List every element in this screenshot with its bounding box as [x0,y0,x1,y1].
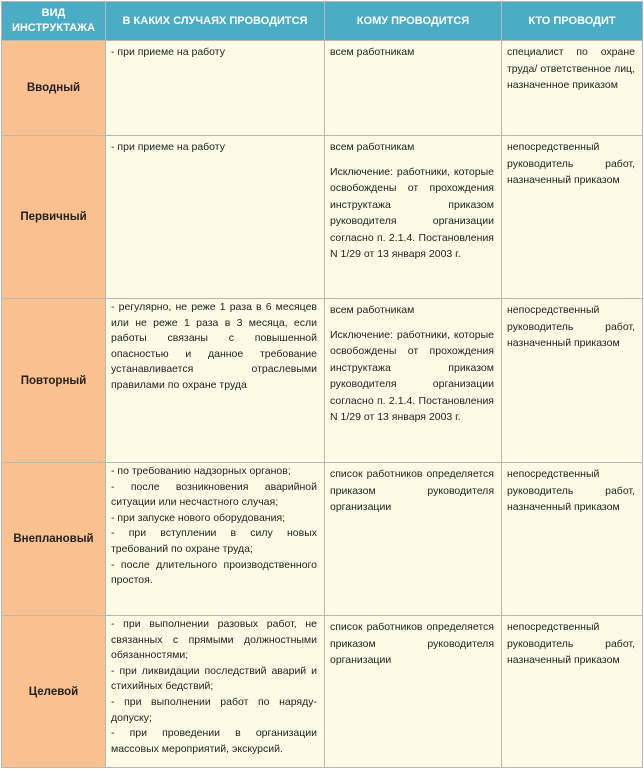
table-row [2,136,643,299]
case-item: - после возникновения аварийной ситуации или несчастного случая; [111,480,317,509]
whom-text: список работников определяется приказом руководителя организации [330,621,494,666]
who-cell [502,463,643,616]
table-row [2,41,643,136]
case-item: - при выполнении разовых работ, не связанных с прямыми должностными обязанностями; [111,618,317,662]
who-cell [502,136,643,299]
who-text: непосредственный руководитель работ, назначенный приказом [507,141,635,186]
case-item: - при вступлении в силу новых требований по охране труда; [111,527,317,555]
briefing-type: Внеплановый [2,463,106,616]
who-text: специалист по охране труда/ ответственное лиц, назначенное приказом [507,46,635,91]
cases-cell [106,136,325,299]
header-type: ВИД ИНСТРУКТАЖА [2,2,106,41]
header-who: КТО ПРОВОДИТ [502,2,643,41]
whom-text: всем работникам [330,304,415,316]
cases-cell [106,41,325,136]
who-cell [502,41,643,136]
whom-cell [325,299,502,463]
case-item: - регулярно, не реже 1 раза в 6 месяцев или не реже 1 раза в 3 месяца, если работы связаны с повышенной опасностью и данное требование устанавливается отраслевыми правилами по охране труда [111,301,317,391]
table-row [2,463,643,616]
header-cases: В КАКИХ СЛУЧАЯХ ПРОВОДИТСЯ [106,2,325,41]
briefing-type: Целевой [2,616,106,768]
cases-cell [106,463,325,616]
case-item: - при приеме на работу [111,46,225,58]
briefing-table [1,1,643,768]
whom-text: список работников определяется приказом руководителя организации [330,468,494,513]
exception-text: Исключение: работники, которые освобождены от прохождения инструктажа приказом руководителя организации согласно п. 2.1.4. Постановления N 1/29 от 13 января 2003 г. [330,165,494,260]
whom-text: всем работникам [330,46,415,58]
header-row [2,2,643,41]
case-item: - после длительного производственного простоя. [111,558,317,587]
who-text: непосредственный руководитель работ, назначенный приказом [507,304,635,349]
header-whom: КОМУ ПРОВОДИТСЯ [325,2,502,41]
briefing-type: Первичный [2,136,106,299]
briefing-type: Вводный [2,41,106,136]
case-item: - при приеме на работу [111,141,225,153]
whom-text: всем работникам [330,141,415,153]
who-text: непосредственный руководитель работ, назначенный приказом [507,468,635,513]
cases-cell [106,616,325,768]
cases-cell [106,299,325,463]
who-cell [502,299,643,463]
whom-cell [325,463,502,616]
table-row [2,616,643,768]
who-cell [502,616,643,768]
whom-cell [325,616,502,768]
exception-text: Исключение: работники, которые освобождены от прохождения инструктажа приказом руководителя организации согласно п. 2.1.4. Постановления N 1/29 от 13 января 2003 г. [330,328,494,423]
case-item: - по требованию надзорных органов; [111,465,291,477]
table-row [2,299,643,463]
case-item: - при ликвидации последствий аварий и стихийных бедствий; [111,664,317,693]
briefing-type: Повторный [2,299,106,463]
whom-cell [325,136,502,299]
whom-cell [325,41,502,136]
case-item: - при выполнении работ по наряду-допуску; [111,695,317,724]
case-item: - при проведении в организации массовых мероприятий, экскурсий. [111,727,317,755]
case-item: - при запуске нового оборудования; [111,511,286,524]
who-text: непосредственный руководитель работ, назначенный приказом [507,621,635,666]
